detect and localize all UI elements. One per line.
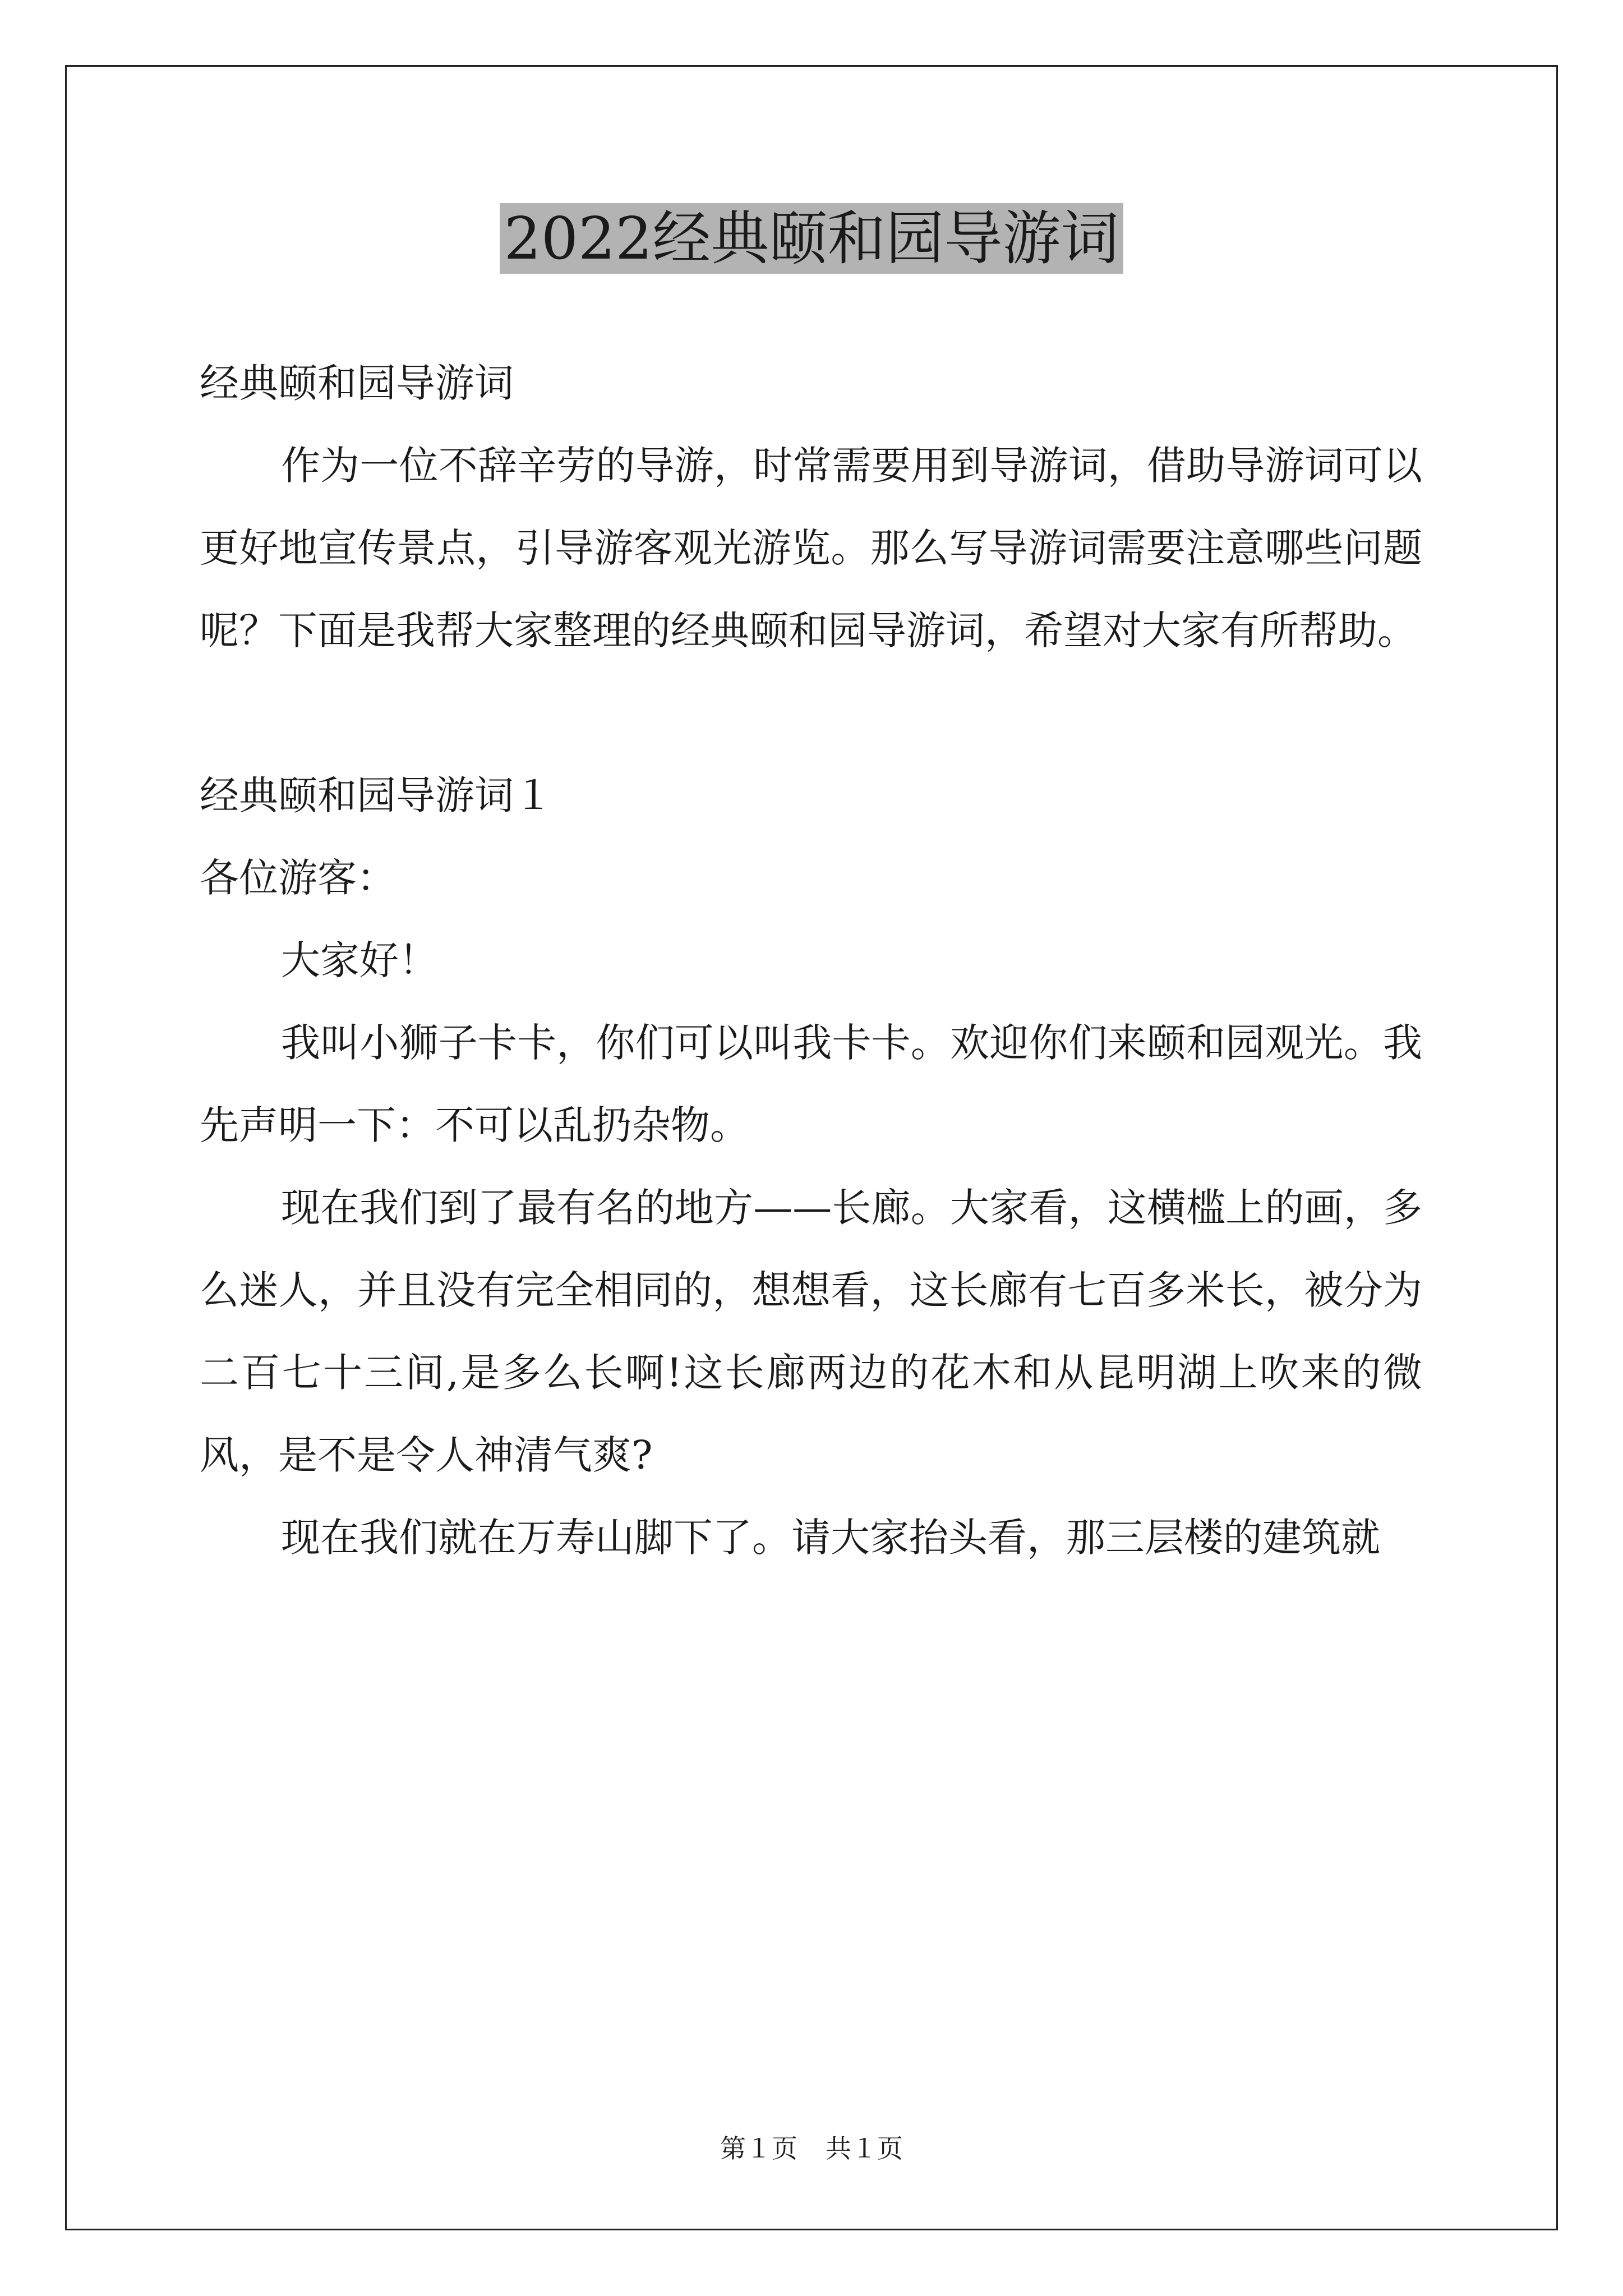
- section-heading: 经典颐和园导游词１: [200, 772, 553, 818]
- document-body: [200, 342, 1422, 1579]
- paragraph-wanshou-hill: 现在我们就在万寿山脚下了。请大家抬头看，那三层楼的建筑就: [281, 1515, 1380, 1561]
- paragraph-long-corridor: 现在我们到了最有名的地方——长廊。大家看，这横槛上的画，多么迷人，并且没有完全相同的，想想看，这长廊有七百多米长，被分为二百七十三间,是多么长啊!这长廊两边的花木和从昆明湖上吹来的微风，是不是令人神清气爽?: [200, 1185, 1422, 1478]
- paragraph-intro: 作为一位不辞辛劳的导游，时常需要用到导游词，借助导游词可以更好地宣传景点，引导游客观光游览。那么写导游词需要注意哪些问题呢？下面是我帮大家整理的经典颐和园导游词，希望对大家有所帮助。: [200, 443, 1422, 654]
- paragraph-introduction: 我叫小狮子卡卡，你们可以叫我卡卡。欢迎你们来颐和园观光。我先声明一下：不可以乱扔杂物。: [200, 1020, 1422, 1148]
- page-number-total: 共１页: [826, 2133, 903, 2164]
- paragraph-hello: 大家好！: [281, 937, 438, 983]
- page-footer: [0, 2132, 1623, 2165]
- page-number-current: 第１页: [720, 2133, 797, 2164]
- document-title: 2022经典颐和园导游词: [0, 199, 1623, 278]
- paragraph-greeting: 各位游客：: [200, 855, 396, 901]
- paragraph-subtitle: 经典颐和园导游词: [200, 360, 514, 406]
